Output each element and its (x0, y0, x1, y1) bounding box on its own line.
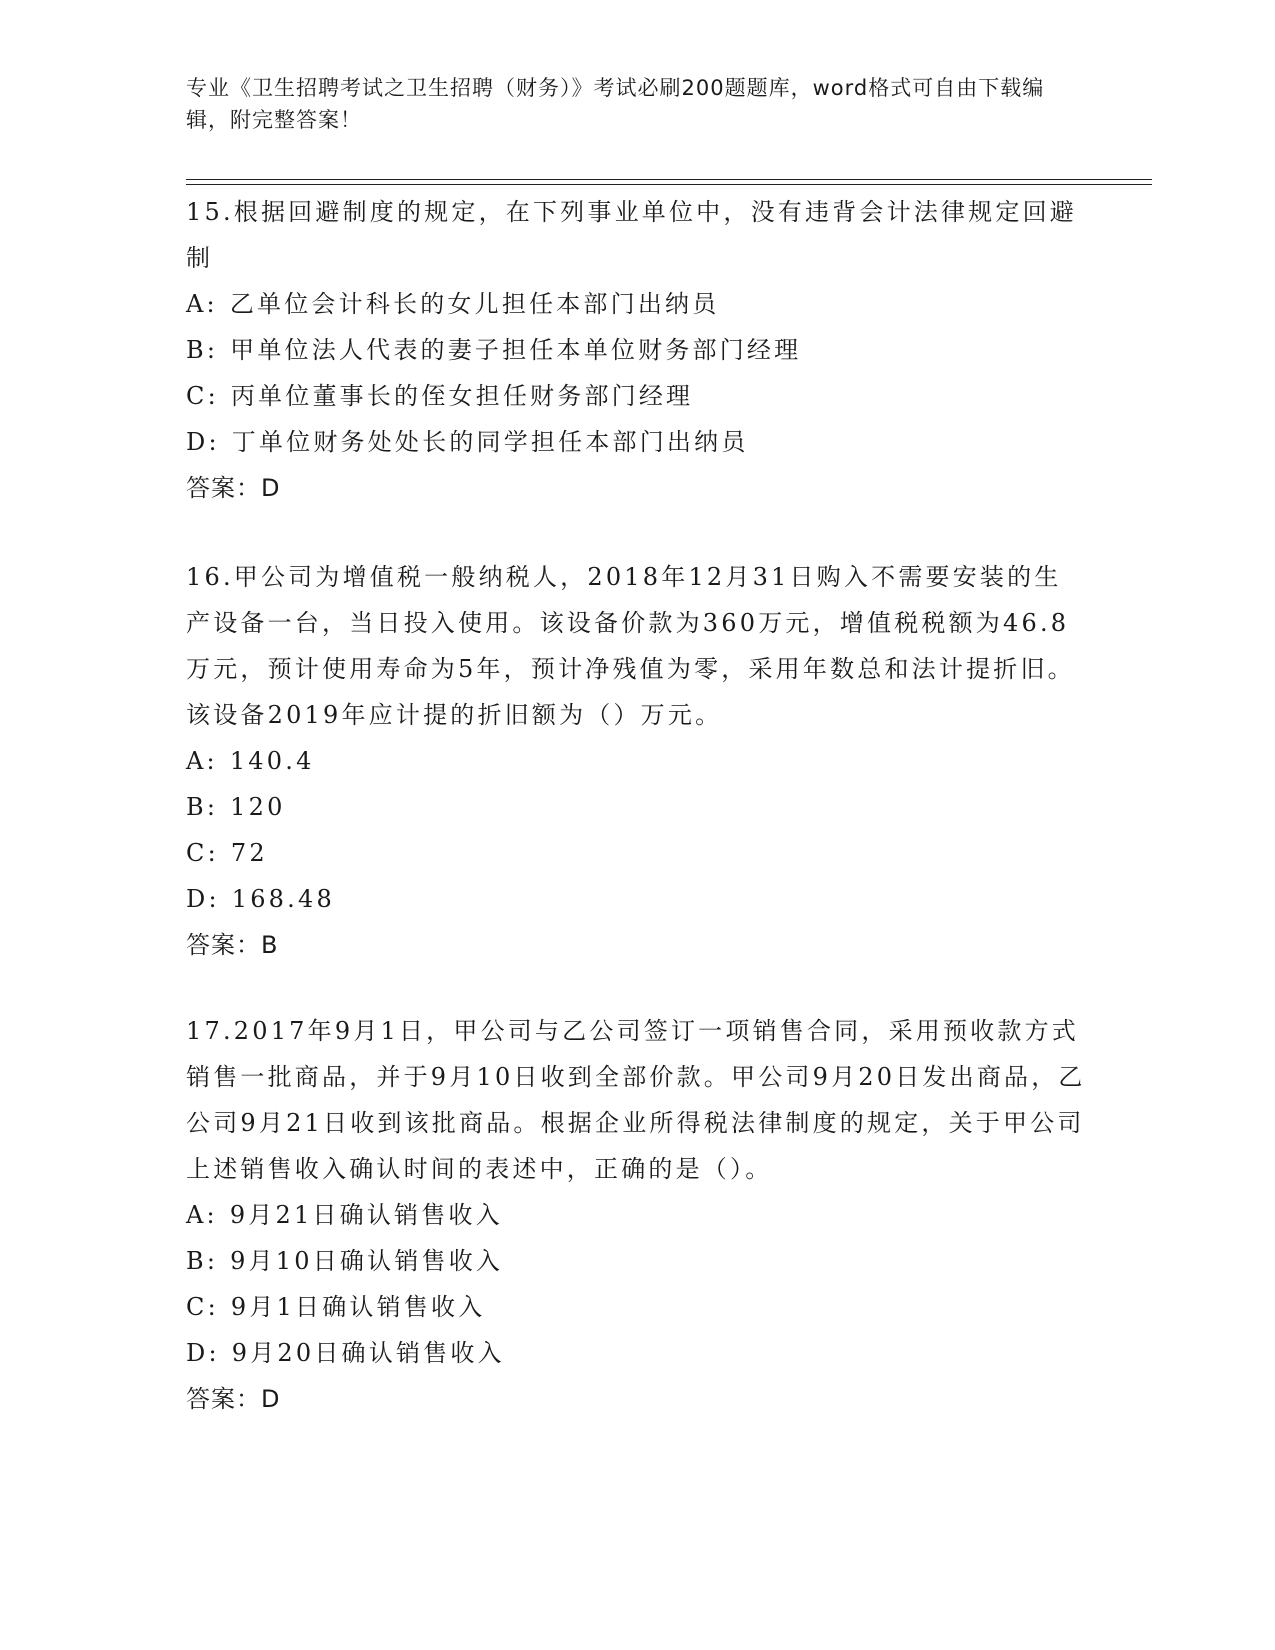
option-text: 140.4 (229, 747, 315, 775)
option-text: 丁单位财务处处长的同学担任本部门出纳员 (231, 428, 749, 456)
header-rule-bottom (186, 184, 1152, 185)
option-a (186, 281, 1086, 327)
question-17 (186, 1008, 1086, 1422)
question-stem: 15.根据回避制度的规定，在下列事业单位中，没有违背会计法律规定回避制 (186, 198, 1077, 272)
option-text: 9月1日确认销售收入 (230, 1293, 486, 1321)
answer-label: 答案：B (186, 931, 279, 959)
option-list (186, 738, 1086, 922)
option-b (186, 327, 1086, 373)
option-a (186, 738, 1086, 784)
question-15 (186, 189, 1086, 511)
option-text: 120 (230, 793, 286, 821)
option-letter: A: (186, 1201, 218, 1229)
option-letter: C: (186, 839, 219, 867)
header-rule-top (186, 179, 1152, 180)
option-list (186, 281, 1086, 465)
option-text: 9月21日确认销售收入 (229, 1201, 503, 1229)
option-text: 甲单位法人代表的妻子担任本单位财务部门经理 (230, 336, 802, 364)
option-letter: A: (186, 290, 218, 318)
question-16 (186, 554, 1086, 968)
option-letter: D: (186, 885, 220, 913)
question-stem: 17.2017年9月1日，甲公司与乙公司签订一项销售合同，采用预收款方式销售一批商品，并于9月10日收到全部价款。甲公司9月20日发出商品，乙公司9月21日收到该批商品。根据企业所得税法律制度的规定，关于甲公司上述销售收入确认时间的表述中，正确的是（）。 (186, 1017, 1086, 1183)
option-letter: A: (186, 747, 218, 775)
answer-label: 答案：D (186, 1385, 281, 1413)
option-text: 72 (230, 839, 268, 867)
option-letter: B: (186, 793, 219, 821)
question-stem: 16.甲公司为增值税一般纳税人，2018年12月31日购入不需要安装的生产设备一台，当日投入使用。该设备价款为360万元，增值税税额为46.8万元，预计使用寿命为5年，预计净残值为零，采用年数总和法计提折旧。该设备2019年应计提的折旧额为（）万元。 (186, 563, 1075, 729)
option-d (186, 876, 1086, 922)
document-header: 专业《卫生招聘考试之卫生招聘（财务）》考试必刷200题题库，word格式可自由下载编辑，附完整答案！ (186, 76, 1045, 132)
option-letter: D: (186, 428, 220, 456)
option-c (186, 373, 1086, 419)
option-text: 9月10日确认销售收入 (230, 1247, 504, 1275)
option-d (186, 1330, 1086, 1376)
option-letter: B: (186, 336, 219, 364)
option-b (186, 784, 1086, 830)
option-b (186, 1238, 1086, 1284)
option-c (186, 1284, 1086, 1330)
option-letter: D: (186, 1339, 220, 1367)
option-text: 丙单位董事长的侄女担任财务部门经理 (230, 382, 694, 410)
option-d (186, 419, 1086, 465)
option-letter: C: (186, 382, 219, 410)
option-letter: C: (186, 1293, 219, 1321)
option-c (186, 830, 1086, 876)
option-text: 9月20日确认销售收入 (231, 1339, 505, 1367)
option-list (186, 1192, 1086, 1376)
option-text: 168.48 (231, 885, 335, 913)
option-text: 乙单位会计科长的女儿担任本部门出纳员 (229, 290, 720, 318)
option-letter: B: (186, 1247, 219, 1275)
answer-label: 答案：D (186, 474, 281, 502)
option-a (186, 1192, 1086, 1238)
